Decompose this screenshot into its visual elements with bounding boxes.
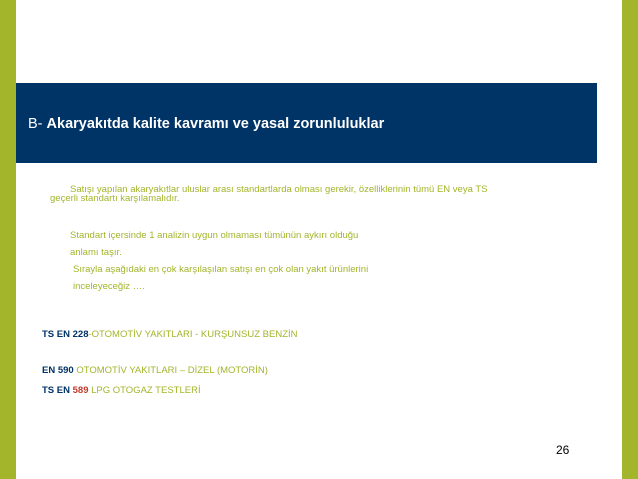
standard-code: TS EN (42, 385, 73, 396)
paragraph-1-line-1: Satışı yapılan akaryakıtlar uluslar arası standartlarda olması gerekir, özelliklerinin tümü EN veya TS (70, 184, 488, 195)
paragraph-2-line-2: anlamı taşır. (70, 247, 122, 258)
title-prefix: B- (28, 116, 47, 132)
page-number: 26 (556, 443, 570, 457)
title-main: Akaryakıtda kalite kavramı ve yasal zorunluluklar (46, 116, 385, 132)
standard-code: TS EN (42, 329, 73, 340)
paragraph-1-line-2: geçerli standartı karşılamalıdır. (50, 193, 180, 204)
standard-name: OTOMOTİV YAKITLARI – DİZEL (MOTORİN) (73, 365, 268, 376)
title-bar (16, 83, 597, 163)
standard-number: 228 (72, 329, 89, 340)
standard-number: 590 (57, 365, 74, 376)
standard-ts-en-228 (42, 329, 298, 340)
standard-code: EN (42, 365, 58, 376)
standard-name: LPG OTOGAZ TESTLERİ (88, 385, 201, 396)
paragraph-3-line-1: Sırayla aşağıdaki en çok karşılaşılan satışı en çok olan yakıt ürünlerini (73, 264, 369, 275)
standard-name: -OTOMOTİV YAKITLARI - KURŞUNSUZ BENZİN (88, 329, 298, 340)
standard-number: 589 (72, 385, 89, 396)
standard-ts-en-589 (42, 385, 201, 396)
paragraph-3-line-2: inceleyeceğiz …. (73, 281, 145, 292)
slide-title (28, 116, 384, 132)
paragraph-2-line-1: Standart içersinde 1 analizin uygun olmaması tümünün aykırı olduğu (70, 230, 359, 241)
standard-en-590 (42, 365, 268, 376)
